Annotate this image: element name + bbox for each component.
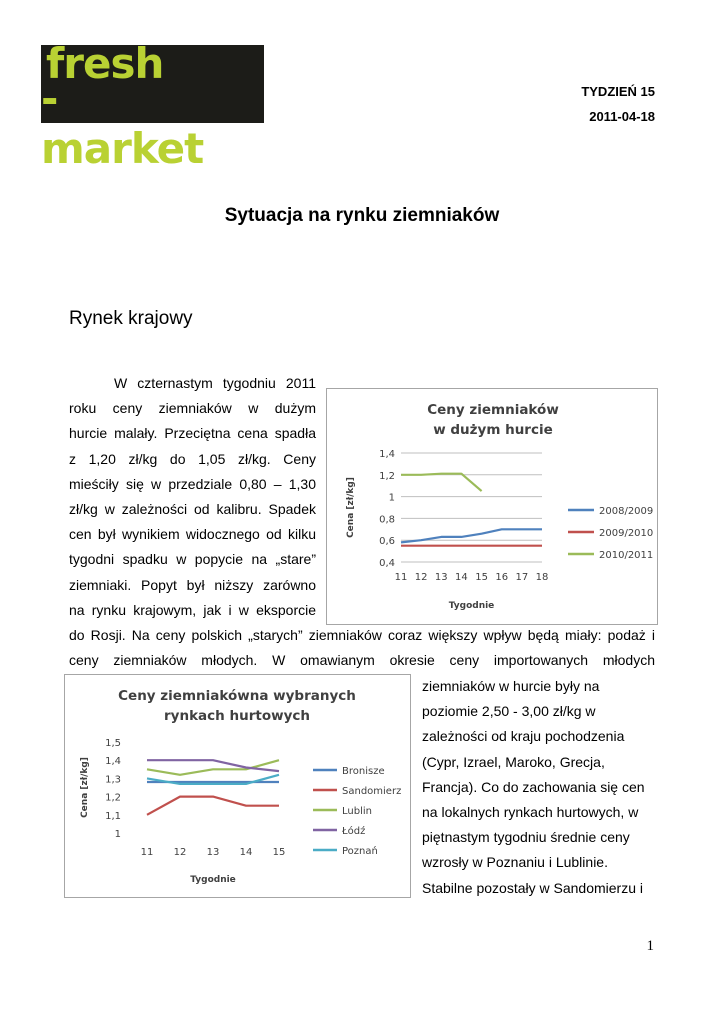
text-line: Francja). Co do zachowania się cen bbox=[422, 778, 645, 795]
x-tick-label: 16 bbox=[495, 572, 509, 583]
x-tick-label: 15 bbox=[272, 847, 286, 858]
text-line: roku ceny ziemniaków w dużym bbox=[69, 400, 316, 417]
legend-label: Lublin bbox=[342, 806, 372, 817]
page-title: Sytuacja na rynku ziemniaków bbox=[224, 205, 500, 226]
logo-word-market bbox=[41, 74, 264, 174]
chart-wholesale-prices bbox=[326, 388, 658, 625]
x-axis-label: Tygodnie bbox=[448, 601, 495, 611]
chart-title-line: rynkach hurtowych bbox=[164, 708, 310, 724]
text-line: ziemniaki. Popyt był niższy zarówno bbox=[69, 576, 316, 593]
y-tick-label: 1,4 bbox=[379, 449, 395, 460]
text-line: zależności od kraju pochodzenia bbox=[422, 728, 625, 745]
y-tick-label: 1,5 bbox=[105, 738, 121, 749]
text-line: z 1,20 zł/kg do 1,05 zł/kg. Ceny bbox=[69, 450, 316, 467]
legend-label: Łódź bbox=[342, 826, 366, 837]
text-line: na rynku krajowym, jak i w eksporcie bbox=[69, 601, 316, 618]
text-line: poziomie 2,50 - 3,00 zł/kg w bbox=[422, 703, 596, 720]
x-tick-label: 17 bbox=[515, 572, 529, 583]
date-label: 2011-04-18 bbox=[589, 109, 655, 124]
y-tick-label: 1 bbox=[114, 829, 121, 840]
x-tick-label: 11 bbox=[140, 847, 154, 858]
week-label: TYDZIEŃ 15 bbox=[581, 84, 655, 99]
y-tick-label: 0,8 bbox=[379, 514, 395, 526]
text-line: ziemniaków w hurcie były na bbox=[422, 678, 600, 694]
section-heading: Rynek krajowy bbox=[69, 308, 193, 329]
series-line-2 bbox=[147, 760, 279, 775]
text-line: W czternastym tygodniu 2011 bbox=[114, 375, 316, 391]
logo-dash: - bbox=[41, 74, 58, 123]
legend-label: Bronisze bbox=[342, 766, 385, 777]
y-tick-label: 1,4 bbox=[105, 756, 121, 768]
chart-title-line: Ceny ziemniakówna wybranych bbox=[118, 688, 356, 704]
x-axis-label: Tygodnie bbox=[190, 875, 236, 885]
y-tick-label: 1,2 bbox=[105, 792, 121, 804]
y-tick-label: 0,6 bbox=[379, 536, 395, 548]
text-line: hurcie malały. Przeciętna cena spadła bbox=[69, 425, 316, 442]
x-tick-label: 12 bbox=[414, 572, 428, 583]
series-line-1 bbox=[147, 797, 279, 815]
text-line: zł/kg w zależności od kalibru. Spadek bbox=[69, 501, 316, 518]
y-tick-label: 1,1 bbox=[105, 810, 121, 822]
text-line: (Cypr, Izrael, Maroko, Grecja, bbox=[422, 753, 605, 770]
page-number: 1 bbox=[646, 938, 654, 954]
chart-wholesale-svg bbox=[327, 389, 657, 624]
text-line: do Rosji. Na ceny polskich „starych” ziemniaków coraz większy wpływ będą miały: podaż i bbox=[69, 627, 655, 643]
chart-regional-markets bbox=[64, 674, 411, 898]
y-tick-label: 1,2 bbox=[379, 470, 395, 482]
x-tick-label: 12 bbox=[173, 847, 187, 858]
logo-market: market bbox=[41, 124, 204, 173]
series-line-2 bbox=[401, 474, 482, 491]
x-tick-label: 15 bbox=[475, 572, 488, 583]
legend-label: Poznań bbox=[342, 846, 378, 857]
x-tick-label: 14 bbox=[239, 847, 253, 858]
chart-title-line: Ceny ziemniaków bbox=[427, 402, 559, 418]
x-tick-label: 13 bbox=[206, 847, 220, 858]
x-tick-label: 14 bbox=[455, 572, 468, 583]
paragraph-col2 bbox=[422, 674, 655, 901]
text-line: piętnastym tygodniu średnie ceny bbox=[422, 829, 630, 846]
x-tick-label: 18 bbox=[535, 572, 549, 583]
legend-label: 2008/2009 bbox=[599, 506, 654, 517]
legend-label: 2010/2011 bbox=[599, 550, 654, 561]
legend-label: Sandomierz bbox=[342, 786, 402, 797]
freshmarket-logo bbox=[41, 39, 264, 173]
text-line: tygodni spadku w popycie na „stare” bbox=[69, 551, 316, 568]
y-tick-label: 0,4 bbox=[379, 558, 395, 569]
text-line: cen był wynikiem widocznego od kilku bbox=[69, 526, 316, 543]
text-line: ceny ziemniaków młodych. W omawianym okresie ceny importowanych młodych bbox=[69, 652, 655, 669]
chart-regional-svg bbox=[65, 675, 410, 897]
x-tick-label: 11 bbox=[394, 572, 408, 583]
paragraph-full bbox=[69, 623, 655, 673]
text-line: wzrosły w Poznaniu i Lublinie. bbox=[422, 854, 608, 871]
logo-tld: .pl bbox=[203, 124, 261, 173]
y-axis-label: Cena [zł/kg] bbox=[80, 757, 90, 818]
paragraph-col1 bbox=[69, 371, 316, 623]
text-line: na lokalnych rynkach hurtowych, w bbox=[422, 804, 639, 821]
chart-title-line: w dużym hurcie bbox=[433, 422, 553, 438]
logo-word-fresh: fresh bbox=[46, 39, 164, 88]
legend-label: 2009/2010 bbox=[599, 528, 654, 539]
y-tick-label: 1,3 bbox=[105, 774, 121, 786]
text-line: mieściły się w przedziale 0,80 – 1,30 bbox=[69, 475, 316, 492]
y-axis-label: Cena [zł/kg] bbox=[346, 477, 356, 538]
text-line: Stabilne pozostały w Sandomierzu i bbox=[422, 879, 644, 896]
x-tick-label: 13 bbox=[434, 572, 448, 583]
y-tick-label: 1 bbox=[388, 492, 395, 504]
